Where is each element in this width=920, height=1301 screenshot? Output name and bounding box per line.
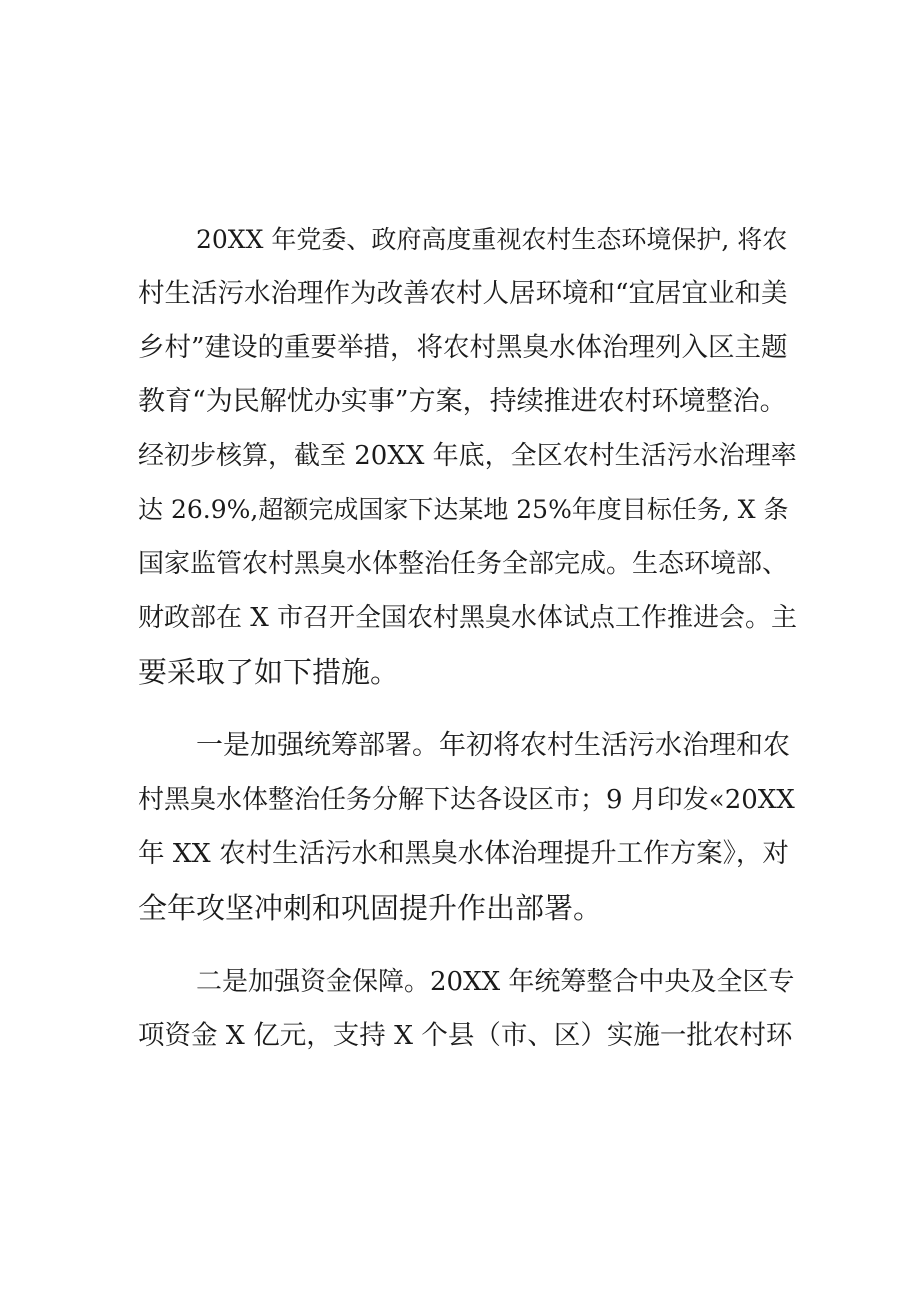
text-line: 村生活污水治理作为改善农村人居环境和“宜居宜业和美 — [138, 278, 788, 309]
text-line: 达 26.9%,超额完成国家下达某地 25%年度目标任务, X 条 — [138, 495, 789, 524]
paragraph-overview — [138, 213, 798, 699]
text-line: 全年攻坚冲刺和巩固提升作出部署。 — [138, 891, 603, 925]
text-line: 一是加强统筹部署。年初将农村生活污水治理和农 — [196, 730, 790, 761]
text-line: 要采取了如下措施。 — [138, 655, 400, 689]
paragraph-funding — [138, 955, 798, 1063]
document-body — [138, 213, 798, 1063]
text-line: 二是加强资金保障。20XX 年统筹整合中央及全区专 — [196, 967, 795, 997]
text-line: 项资金 X 亿元，支持 X 个县（市、区）实施一批农村环 — [138, 1020, 793, 1051]
text-line: 教育“为民解忧办实事”方案，持续推进农村环境整治。 — [138, 386, 787, 417]
text-line: 村黑臭水体整治任务分解下达各设区市；9 月印发«20XX — [138, 785, 795, 815]
text-line: 20XX 年党委、政府高度重视农村生态环境保护, 将农 — [196, 225, 788, 254]
text-line: 年 XX 农村生活污水和黑臭水体治理提升工作方案》，对 — [138, 838, 789, 869]
text-line: 经初步核算，截至 20XX 年底，全区农村生活污水治理率 — [138, 441, 797, 471]
text-line: 财政部在 X 市召开全国农村黑臭水体试点工作推进会。主 — [138, 603, 798, 633]
text-line: 国家监管农村黑臭水体整治任务全部完成。生态环境部、 — [138, 549, 789, 579]
text-line: 乡村”建设的重要举措，将农村黑臭水体治理列入区主题 — [138, 332, 788, 363]
paragraph-deployment — [138, 719, 798, 935]
